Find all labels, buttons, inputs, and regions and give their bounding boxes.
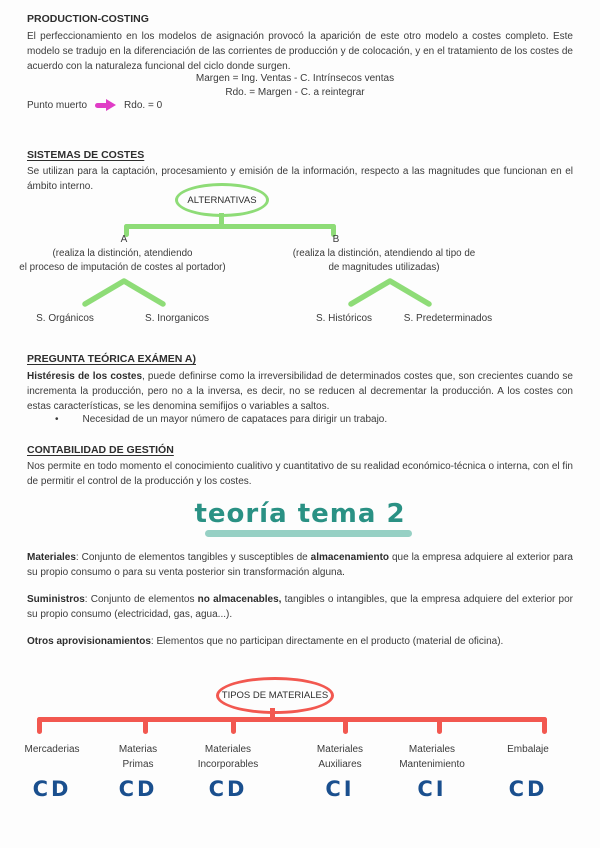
otros-part1: : Elementos que no participan directamente en el producto (material de oficina). [150,636,504,647]
pregunta-paragraph [27,369,573,414]
punto-muerto-row [27,99,162,111]
branch-a-desc-line1: (realiza la distinción, atendiendo [52,248,193,259]
suministros-label: Suministros [27,594,85,605]
materiales-part2: que la empresa adquiere al exterior para su propio consumo o para su venta posterior sin transformación alguna. [27,552,573,578]
punto-muerto-value: Rdo. = 0 [124,99,163,111]
tree-connector-bar [124,224,336,229]
branch-b-chevron [345,276,435,310]
leaf-s-historicos: S. Históricos [315,313,373,324]
materiales-part1: : Conjunto de elementos tangibles y susceptibles de [75,552,311,563]
bullet-icon: • [55,414,59,425]
materials-tick-4 [343,717,348,734]
formula-rdo: Rdo. = Margen - C. a reintegrar [225,87,365,98]
branch-a-letter: A [120,234,128,245]
punto-muerto-label: Punto muerto [27,99,88,111]
pregunta-bullet-item [27,412,567,427]
branch-a-chevron [79,276,169,310]
materials-tick-1 [37,717,42,734]
material-label: Materiales [204,744,252,755]
pregunta-lead-bold: Histéresis de los costes [27,371,143,382]
section-title-sistemas-de-costes: SISTEMAS DE COSTES [27,149,145,161]
branch-a-description [0,247,245,275]
cost-type-tag: CI [417,777,447,801]
leaf-s-organicos: S. Orgánicos [36,313,94,324]
branch-b-desc-line1: (realiza la distinción, atendiendo al tipo de [292,248,476,259]
cost-type-tag: CD [32,777,72,801]
branch-b-letter: B [332,234,340,245]
pregunta-bullet-text: Necesidad de un mayor número de capataces para dirigir un trabajo. [82,414,388,425]
suministros-part1: : Conjunto de elementos [84,594,198,605]
material-label: Materias [118,744,158,755]
material-label-line2: Primas [122,759,154,770]
contabilidad-paragraph: Nos permite en todo momento el conocimiento cualitivo y cuantitativo de su realidad económico-técnica o interna, con el fin de permitir el control de la producción y los costes. [27,461,573,487]
otros-label: Otros aprovisionamientos [27,636,151,647]
leaf-s-inorganicos: S. Inorganicos [145,313,209,324]
branch-b-description [264,247,504,275]
sistemas-paragraph: Se utilizan para la captación, procesamiento y emisión de la información, respecto a las magnitudes que funcionan en el ámbito interno. [27,166,573,192]
cost-type-tag: CD [508,777,548,801]
section-title-production-costing: PRODUCTION-COSTING [27,13,149,25]
materiales-bold-word: almacenamiento [310,552,390,563]
materials-tick-2 [143,717,148,734]
material-label: Embalaje [507,744,549,755]
branch-a-desc-line2: el proceso de imputación de costes al portador) [19,262,226,273]
material-label: Materiales [316,744,364,755]
tree-root-alternativas: ALTERNATIVAS [175,183,269,217]
branch-b-desc-line2: de magnitudes utilizadas) [328,262,440,273]
material-column-embalaje [468,742,588,801]
formula-margen: Margen = Ing. Ventas - C. Intrínsecos ventas [195,73,395,84]
heading-highlight-bar [205,530,412,537]
otros-paragraph [27,634,573,649]
handwritten-heading-teoria-tema-2: teoría tema 2 [194,499,406,529]
materials-tick-3 [231,717,236,734]
material-label: Mercaderias [24,744,80,755]
materiales-paragraph [27,550,573,580]
material-label-line2: Auxiliares [318,759,362,770]
tree-root-tipos-de-materiales: TIPOS DE MATERIALES [216,677,334,714]
material-label-line2: Incorporables [197,759,259,770]
section-title-pregunta-teorica: PREGUNTA TEÓRICA EXÁMEN A) [27,353,196,365]
material-label-line2 [468,757,588,772]
material-column-incorporables [168,742,288,801]
leaf-s-predeterminados: S. Predeterminados [403,313,493,324]
suministros-bold-words: no almacenables, [197,594,282,605]
cost-type-tag: CD [118,777,158,801]
materials-tree-connector-bar [37,717,547,722]
material-label: Materiales [408,744,456,755]
cost-type-tag: CD [208,777,248,801]
suministros-part2: tangibles o intangibles, que la empresa adquiere del exterior por su propio consumo (electricidad, gas, agua...). [27,594,574,620]
materiales-label: Materiales [27,552,76,563]
materials-tick-6 [542,717,547,734]
pregunta-body-text: , puede definirse como la irreversibilidad de determinados costes que, son crecientes cuando se incrementa la producción, pero no a la inversa, es decir, no se reducen al decrementar la producción. A los costes con estas características, se les denomina semifijos o variables a saltos. [27,371,573,412]
arrow-right-icon [95,99,116,111]
production-costing-paragraph: El perfeccionamiento en los modelos de asignación provocó la aparición de este otro modelo a costes completo. Este modelo se tradujo en la diferenciación de las corrientes de producción y de colocación, y en el tratamiento de los costes de acuerdo con la naturaleza funcional del ciclo donde surgen. [27,31,573,72]
material-label-line2: Mantenimiento [399,759,465,770]
cost-type-tag: CI [325,777,355,801]
suministros-paragraph [27,592,573,622]
section-title-contabilidad: CONTABILIDAD DE GESTIÓN [27,444,174,456]
materials-tick-5 [437,717,442,734]
